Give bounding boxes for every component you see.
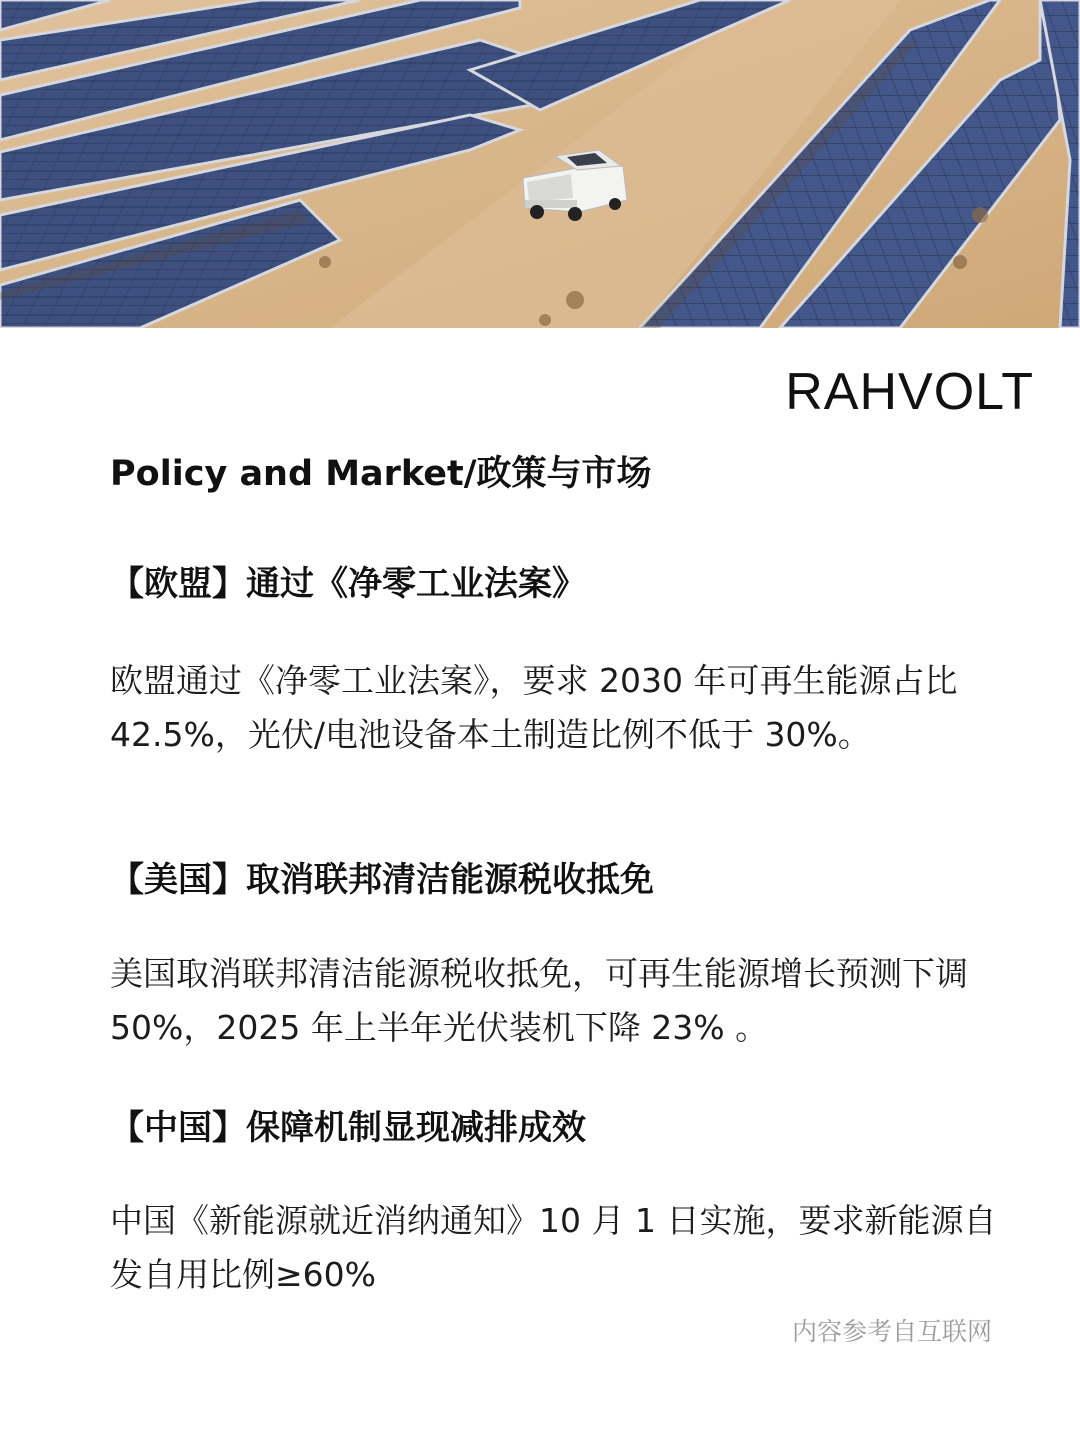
section-heading-eu: 【欧盟】通过《净零工业法案》 [110, 564, 586, 604]
page-title: Policy and Market/政策与市场 [110, 454, 652, 494]
hero-image-solar-farm [0, 0, 1080, 328]
section-body-eu: 欧盟通过《净零工业法案》，要求 2030 年可再生能源占比 42.5%，光伏/电池设备本土制造比例不低于 30%。 [110, 661, 958, 754]
section-body-china: 中国《新能源就近消纳通知》10 月 1 日实施，要求新能源自发自用比例≥60% [110, 1201, 997, 1294]
section-heading-us: 【美国】取消联邦清洁能源税收抵免 [110, 860, 654, 900]
section-body-us: 美国取消联邦清洁能源税收抵免，可再生能源增长预测下调 50%，2025 年上半年光伏装机下降 23% 。 [110, 954, 968, 1047]
section-heading-china: 【中国】保障机制显现减排成效 [110, 1108, 586, 1148]
brand-logo-text: RAHVOLT [785, 363, 1034, 421]
source-note: 内容参考自互联网 [791, 1317, 992, 1346]
